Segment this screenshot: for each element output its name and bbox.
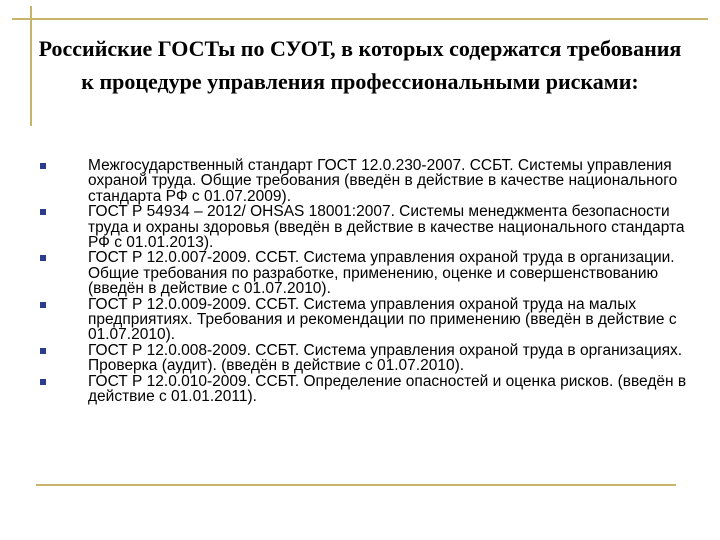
list-item-text: Межгосударственный стандарт ГОСТ 12.0.230-2007. ССБТ. Системы управления охраной труда. Общие требования (введён в действие в качестве национального стандарта РФ с 01.07.2009).: [88, 157, 678, 205]
list-item-text: ГОСТ Р 12.0.010-2009. ССБТ. Определение опасностей и оценка рисков. (введён в действие с 01.01.2011).: [88, 372, 687, 406]
square-bullet-icon: [40, 348, 46, 354]
list-item: [40, 297, 700, 343]
square-bullet-icon: [40, 379, 46, 385]
standards-list: [40, 158, 700, 405]
decorative-top-rule: [12, 18, 708, 20]
square-bullet-icon: [40, 255, 46, 261]
slide-title: Российские ГОСТы по СУОТ, в которых содержатся требования к процедуре управления профессиональными рисками:: [38, 36, 682, 94]
list-item-text: ГОСТ Р 54934 – 2012/ OHSAS 18001:2007. Системы менеджмента безопасности труда и охраны здоровья (введён в действие в качестве национального стандарта РФ с 01.01.2013).: [88, 203, 685, 252]
list-item-text: ГОСТ Р 12.0.007-2009. ССБТ. Система управления охраной труда в организации. Общие требования по разработке, применению, оценке и совершенствованию (введён в действие с 01.07.2010).: [88, 249, 675, 298]
list-item: [40, 343, 700, 374]
square-bullet-icon: [40, 302, 46, 308]
square-bullet-icon: [40, 209, 46, 215]
list-item-text: ГОСТ Р 12.0.008-2009. ССБТ. Система управления охраной труда в организациях. Проверка (аудит). (введён в действие с 01.07.2010).: [88, 341, 683, 375]
square-bullet-icon: [40, 163, 46, 169]
list-item: [40, 250, 700, 296]
list-item: [40, 158, 700, 204]
decorative-bottom-rule: [36, 484, 676, 486]
list-item: [40, 374, 700, 405]
list-item-text: ГОСТ Р 12.0.009-2009. ССБТ. Система управления охраной труда на малых предприятиях. Требования и рекомендации по применению (введён в действие с 01.07.2010).: [88, 295, 677, 344]
list-item: [40, 204, 700, 250]
